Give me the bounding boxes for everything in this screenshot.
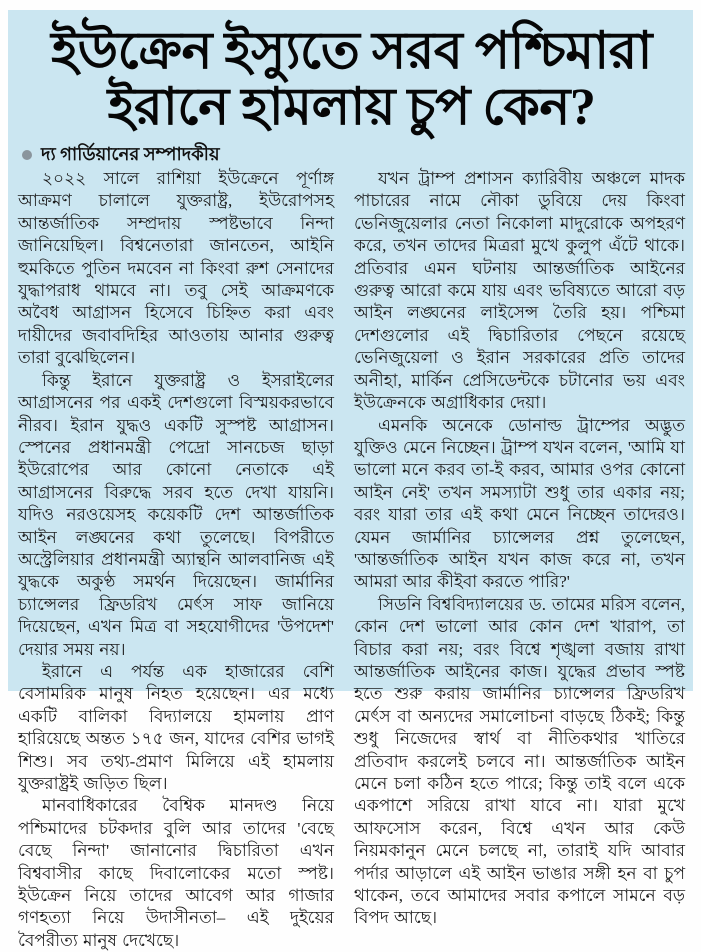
left-column <box>18 168 334 952</box>
headline-line-1: ইউক্রেন ইস্যুতে সরব পশ্চিমারা <box>51 23 652 80</box>
article-panel <box>8 10 693 950</box>
byline-text: দ্য গার্ডিয়ানের সম্পাদকীয় <box>41 144 220 165</box>
right-column <box>354 168 685 952</box>
article-paragraph: ইরানে এ পর্যন্ত এক হাজারের বেশি বেসামরিক মানুষ নিহত হয়েছেন। এর মধ্যে একটি বালিকা বিদ্যালয়ে হামলায় প্রাণ হারিয়েছে অন্তত ১৭৫ জন, যাদের বেশির ভাগই শিশু। সব তথ্য-প্রমাণ মিলিয়ে এই হামলায় যুক্তরাষ্ট্রই জড়িত ছিল। <box>18 661 334 794</box>
article-paragraph: কিন্তু ইরানে যুক্তরাষ্ট্র ও ইসরাইলের আগ্রাসনের পর একই দেশগুলো বিস্ময়করভাবে নীরব। ইরান যুদ্ধও একটি সুস্পষ্ট আগ্রাসন। স্পেনের প্রধানমন্ত্রী পেদ্রো সানচেজ ছাড়া ইউরোপের আর কোনো নেতাকে এই আগ্রাসনের বিরুদ্ধে সরব হতে দেখা যায়নি। যদিও নরওয়েসহ কয়েকটি দেশ আন্তর্জাতিক আইন লঙ্ঘনের কথা তুলেছে। বিপরীতে অস্ট্রেলিয়ার প্রধানমন্ত্রী অ্যান্থনি আলবানিজ এই যুদ্ধকে অকুণ্ঠ সমর্থন দিয়েছেন। জার্মানির চ্যান্সেলর ফ্রিডরিখ মের্ৎস সাফ জানিয়ে দিয়েছেন, এখন মিত্র বা সহযোগীদের 'উপদেশ' দেয়ার সময় নয়। <box>18 370 334 659</box>
article-paragraph: ২০২২ সালে রাশিয়া ইউক্রেনে পূর্ণাঙ্গ আক্রমণ চালালে যুক্তরাষ্ট্র, ইউরোপসহ আন্তর্জাতিক সম্প্রদায় স্পষ্টভাবে নিন্দা জানিয়েছিল। বিশ্বনেতারা জানতেন, আইনি হুমকিতে পুতিন দমবেন না কিংবা রুশ সেনাদের যুদ্ধাপরাধ থামবে না। তবু সেই আক্রমণকে অবৈধ আগ্রাসন হিসেবে চিহ্নিত করা এবং দায়ীদের জবাবদিহির আওতায় আনার গুরুত্ব তারা বুঝেছিলেন। <box>18 169 334 368</box>
circle-bullet-icon <box>22 150 32 160</box>
article-paragraph: যখন ট্রাম্প প্রশাসন ক্যারিবীয় অঞ্চলে মাদক পাচারের নামে নৌকা ডুবিয়ে দেয় কিংবা ভেনিজুয়েলার নেতা নিকোলা মাদুরোকে অপহরণ করে, তখন তাদের মিত্ররা মুখে কুলুপ এঁটে থাকে। প্রতিবার এমন ঘটনায় আন্তর্জাতিক আইনের গুরুত্ব আরো কমে যায় এবং ভবিষ্যতে আরো বড় আইন লঙ্ঘনের লাইসেন্স তৈরি হয়। পশ্চিমা দেশগুলোর এই দ্বিচারিতার পেছনে রয়েছে ভেনিজুয়েলা ও ইরান সরকারের প্রতি তাদের অনীহা, মার্কিন প্রেসিডেন্টকে চটানোর ভয় এবং ইউক্রেনকে অগ্রাধিকার দেয়া। <box>354 169 685 413</box>
article-paragraph: মানবাধিকারের বৈশ্বিক মানদণ্ড নিয়ে পশ্চিমাদের চটকদার বুলি আর তাদের 'বেছে বেছে নিন্দা' জানানোর দ্বিচারিতা এখন বিশ্ববাসীর কাছে দিবালোকের মতো স্পষ্ট। ইউক্রেন নিয়ে তাদের আবেগ আর গাজার গণহত্যা নিয়ে উদাসীনতা– এই দুইয়ের বৈপরীত্য মানুষ দেখেছে। <box>18 796 334 950</box>
article-headline <box>22 24 681 135</box>
byline <box>22 145 685 165</box>
article-paragraph: সিডনি বিশ্ববিদ্যালয়ের ড. তামের মরিস বলেন, কোন দেশ ভালো আর কোন দেশ খারাপ, তা বিচার করা নয়; বরং বিশ্বে শৃঙ্খলা বজায় রাখা আন্তর্জাতিক আইনের কাজ। যুদ্ধের প্রভাব স্পষ্ট হতে শুরু করায় জার্মানির চ্যান্সেলর ফ্রিডরিখ মের্ৎস বা অন্যদের সমালোচনা বাড়ছে ঠিকই; কিন্তু শুধু নিজেদের স্বার্থ বা নীতিকথার খাতিরে প্রতিবাদ করলেই চলবে না। আন্তর্জাতিক আইন মেনে চলা কঠিন হতে পারে; কিন্তু তাই বলে একে একপাশে সরিয়ে রাখা যাবে না। যারা মুখে আফসোস করেন, বিশ্বে এখন আর কেউ নিয়মকানুন মেনে চলছে না, তারাই যদি আবার পর্দার আড়ালে এই আইন ভাঙার সঙ্গী হন বা চুপ থাকেন, তবে আমাদের সবার কপালে সামনে বড় বিপদ আছে। <box>354 594 685 928</box>
headline-line-2: ইরানে হামলায় চুপ কেন? <box>107 78 596 136</box>
article-body <box>18 168 685 952</box>
article-paragraph: এমনকি অনেকে ডোনাল্ড ট্রাম্পের অদ্ভুত যুক্তিও মেনে নিচ্ছেন। ট্রাম্প যখন বলেন, 'আমি যা ভালো মনে করব তা-ই করব, আমার ওপর কোনো আইন নেই' তখন সমস্যাটা শুধু তার একার নয়; বরং যারা তার এই কথা মেনে নিচ্ছেন তাদেরও। যেমন জার্মানির চ্যান্সেলর প্রশ্ন তুলেছেন, 'আন্তর্জাতিক আইন যখন কাজ করে না, তখন আমরা আর কীইবা করতে পারি?' <box>354 415 685 592</box>
